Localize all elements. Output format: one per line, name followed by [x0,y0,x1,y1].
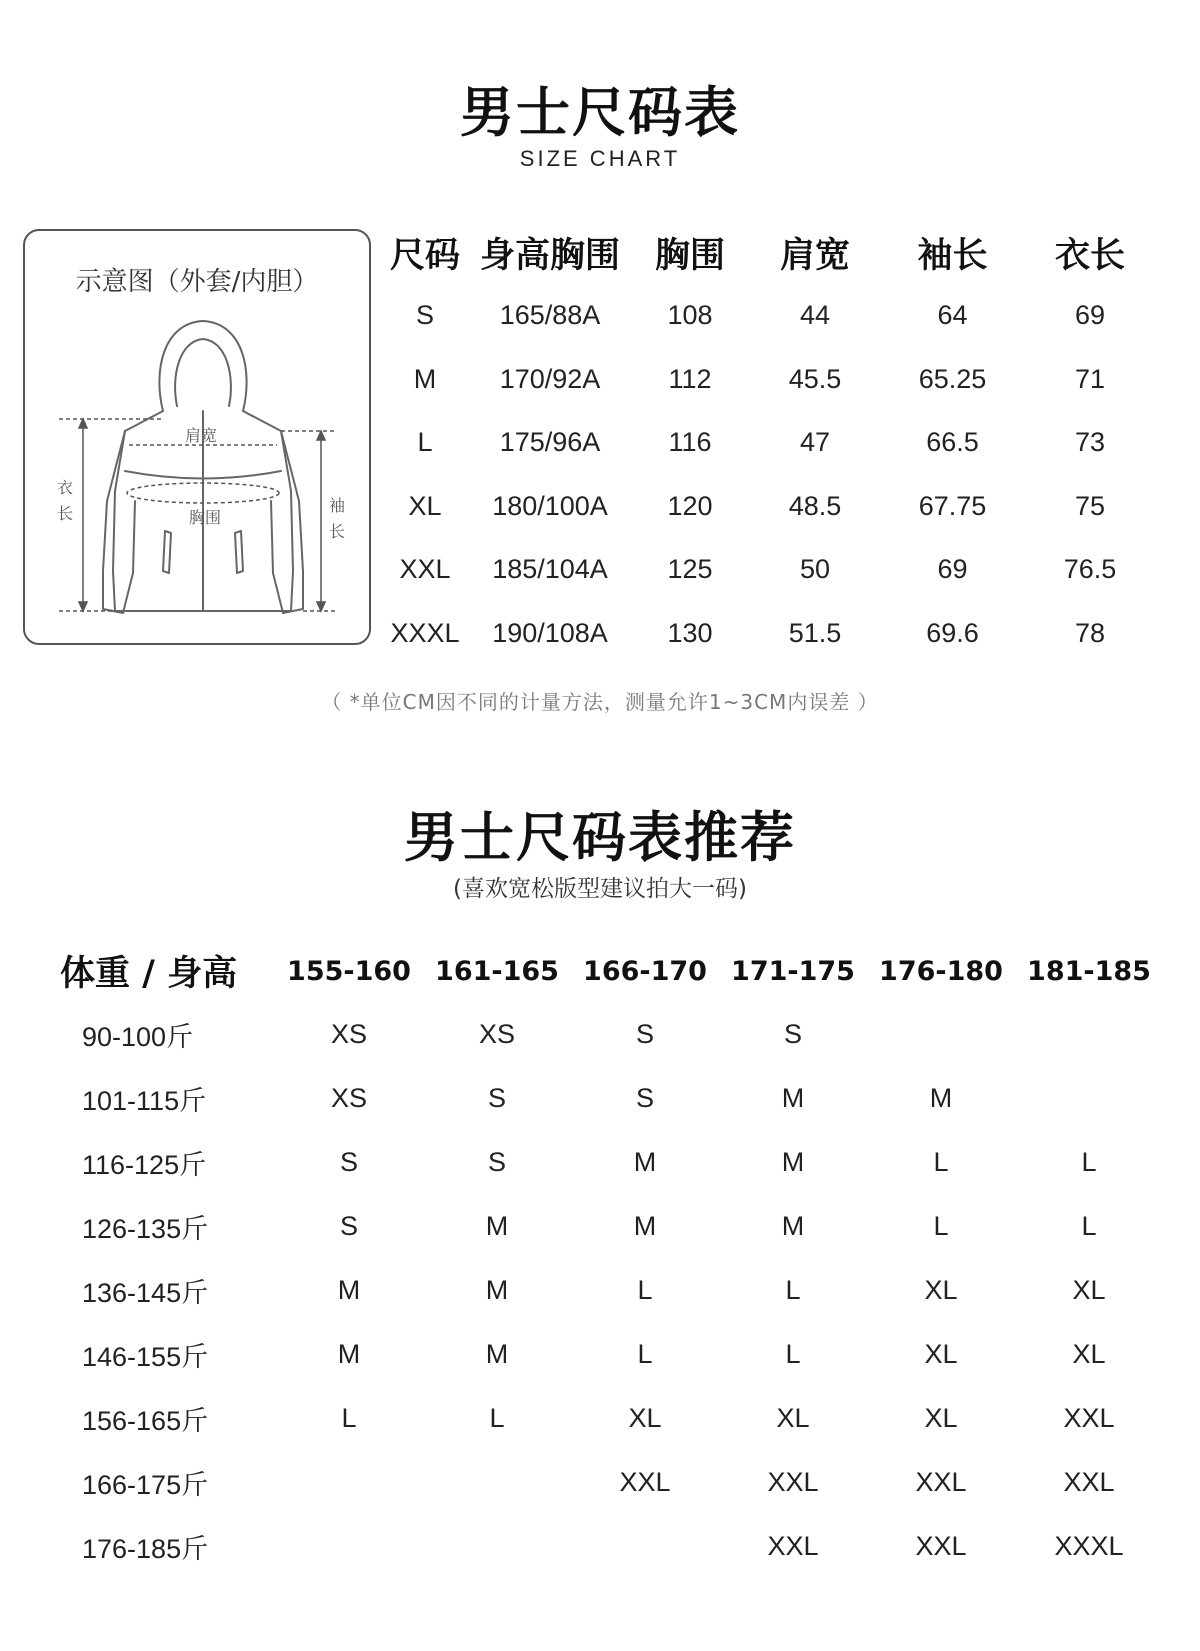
cell [275,1514,423,1578]
weight-range: 126-135斤 [82,1213,209,1244]
header-shoulder: 肩宽 [779,236,850,276]
cell: 190/108A [492,617,608,648]
cell: L [637,1274,653,1305]
header-weight-height: 体重 / 身高 [60,954,238,994]
cell: M [781,1146,805,1177]
cell: L [489,1402,505,1433]
cell: 120 [667,490,713,521]
left-sleeve-outline [103,431,135,613]
table-row [60,1322,1163,1386]
header-chest: 胸围 [654,236,725,276]
cell: 51.5 [788,617,842,648]
cell: 48.5 [788,490,842,521]
cell: 112 [668,363,712,394]
header-length: 衣长 [1054,236,1125,276]
cell: 185/104A [492,554,608,585]
cell: M [413,363,437,394]
hood-outline [159,321,246,411]
cell: M [337,1338,361,1369]
cell: L [1081,1146,1097,1177]
weight-range: 176-185斤 [82,1533,209,1564]
cell: M [485,1210,509,1241]
cell [571,1514,719,1578]
cell: 67.75 [918,490,987,521]
cell: XL [924,1274,958,1305]
cell: XL [1072,1338,1106,1369]
hood-inner [175,339,231,406]
cell: XL [924,1402,958,1433]
cell: 165/88A [499,300,601,331]
shoulder-label: 肩宽 [185,426,218,445]
cell: S [487,1082,506,1113]
page-subtitle: SIZE CHART [519,146,681,171]
weight-range: 146-155斤 [82,1341,209,1372]
chest-label: 胸围 [189,508,222,527]
table-row [385,538,1160,602]
measurement-note: （ *单位CM因不同的计量方法，测量允许1~3CM内误差 ） [321,690,879,714]
cell: L [933,1146,949,1177]
cell: XS [330,1082,368,1113]
cell: 47 [799,427,831,458]
table-row [385,284,1160,348]
cell [423,1450,571,1514]
cell: XXL [767,1530,819,1561]
cell: S [783,1018,802,1049]
cell: 78 [1074,617,1106,648]
cell: M [929,1082,953,1113]
cell: S [635,1018,654,1049]
cell: S [487,1146,506,1177]
cell: 66.5 [926,427,979,458]
cell: S [339,1146,358,1177]
cell: XL [1072,1274,1106,1305]
cell: 108 [667,300,713,331]
weight-range: 101-115斤 [82,1085,207,1116]
jacket-measurement-illustration [45,311,355,631]
table-row [60,1450,1163,1514]
left-pocket [163,531,171,573]
cell: 170/92A [499,363,601,394]
cell: XL [408,490,442,521]
cell: 65.25 [918,363,987,394]
cell: 44 [799,300,831,331]
table-row [385,348,1160,412]
cell: XXXL [1054,1530,1124,1561]
size-chart-table [385,222,1160,665]
header-height-range: 181-185 [1027,955,1151,987]
cell: M [633,1210,657,1241]
weight-range: 136-145斤 [82,1277,209,1308]
cell [867,1002,1015,1066]
cell: M [485,1338,509,1369]
sleeve-label-2: 长 [329,522,346,541]
cell: 130 [667,617,713,648]
header-height-range: 155-160 [287,955,411,987]
table-row [60,1002,1163,1066]
cell: XXL [399,554,451,585]
recommend-title: 男士尺码表推荐 [404,806,796,869]
length-label-1: 衣 [57,478,74,497]
cell: 116 [668,427,712,458]
cell: S [635,1082,654,1113]
cell: M [781,1210,805,1241]
cell [1015,1002,1163,1066]
weight-range: 90-100斤 [82,1021,194,1052]
length-label-2: 长 [57,504,74,523]
cell: L [341,1402,357,1433]
cell: XS [478,1018,516,1049]
table-row [60,1386,1163,1450]
cell: 69 [937,554,968,585]
cell: 175/96A [499,427,601,458]
size-table-header-row [385,222,1160,284]
cell: 73 [1074,427,1106,458]
table-row [60,1258,1163,1322]
cell: XL [776,1402,810,1433]
cell: XS [330,1018,368,1049]
cell: M [781,1082,805,1113]
table-row [385,475,1160,539]
cell: XXL [915,1530,967,1561]
cell: S [415,300,434,331]
table-row [60,1194,1163,1258]
header-height-range: 166-170 [583,955,707,987]
cell: L [785,1338,801,1369]
cell: XL [924,1338,958,1369]
cell: M [633,1146,657,1177]
cell: 180/100A [492,490,608,521]
right-pocket [235,531,243,573]
table-row [60,1130,1163,1194]
page-title: 男士尺码表 [460,81,740,144]
recommend-subtitle: (喜欢宽松版型建议拍大一码) [453,876,747,902]
cell: L [933,1210,949,1241]
table-row [60,1066,1163,1130]
cell: S [339,1210,358,1241]
recommend-header-row [60,940,1163,1002]
cell: XL [628,1402,662,1433]
cell [275,1450,423,1514]
cell: M [485,1274,509,1305]
cell: XXXL [390,617,460,648]
weight-range: 116-125斤 [82,1149,207,1180]
header-sleeve: 袖长 [917,236,988,276]
weight-range: 166-175斤 [82,1469,209,1500]
cell: XXL [1063,1466,1115,1497]
cell: 69.6 [926,617,979,648]
cell: 71 [1074,363,1106,394]
sleeve-label-1: 袖 [329,496,346,515]
cell: XXL [1063,1402,1115,1433]
cell: 64 [937,300,968,331]
diagram-caption: 示意图（外套/内胆） [75,267,319,297]
cell: 50 [799,554,831,585]
cell: 75 [1074,490,1106,521]
cell: XXL [915,1466,967,1497]
cell: L [1081,1210,1097,1241]
cell: XXL [619,1466,671,1497]
cell: 45.5 [788,363,842,394]
table-row [385,602,1160,666]
cell: 76.5 [1063,554,1117,585]
right-sleeve-outline [271,431,303,613]
header-height-chest: 身高胸围 [479,236,620,276]
weight-range: 156-165斤 [82,1405,209,1436]
table-row [385,411,1160,475]
header-height-range: 161-165 [435,955,559,987]
header-height-range: 171-175 [731,955,855,987]
header-size: 尺码 [389,236,460,276]
cell: L [785,1274,801,1305]
cell: M [337,1274,361,1305]
cell: L [417,427,433,458]
cell: 125 [667,554,713,585]
header-height-range: 176-180 [879,955,1003,987]
cell [1015,1066,1163,1130]
cell [423,1514,571,1578]
table-row [60,1514,1163,1578]
garment-diagram-panel [23,229,371,645]
cell: L [637,1338,653,1369]
cell: 69 [1074,300,1106,331]
cell: XXL [767,1466,819,1497]
size-recommendation-table [60,940,1163,1578]
